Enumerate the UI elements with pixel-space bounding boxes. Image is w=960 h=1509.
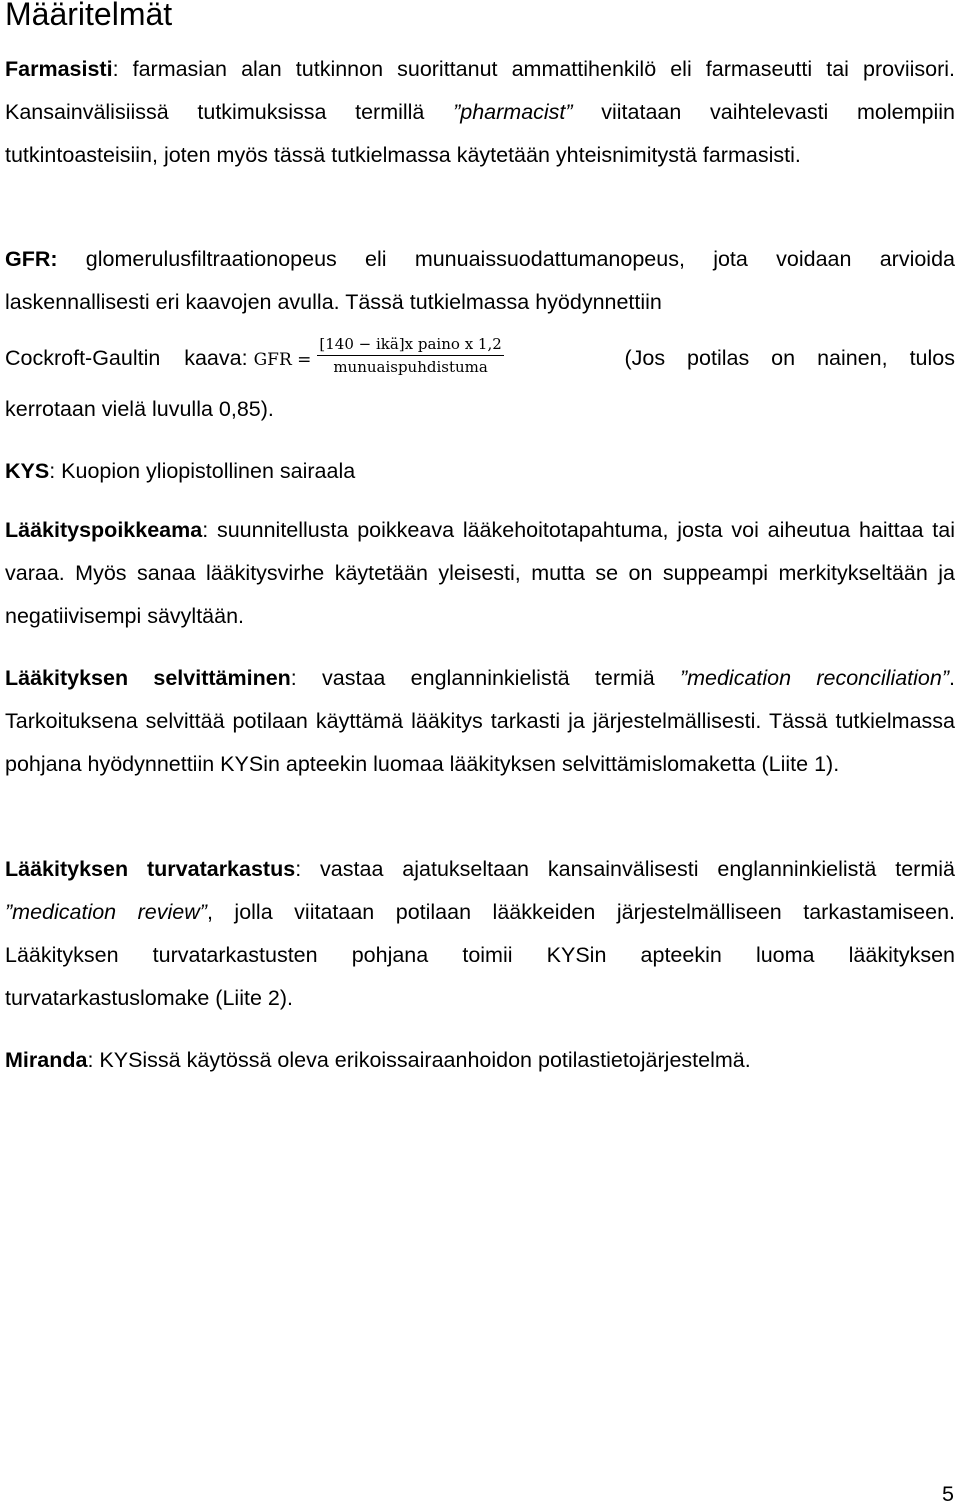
- term-kys: KYS: [5, 459, 50, 483]
- formula-left: [5, 330, 510, 388]
- close-quote: ”: [565, 100, 573, 124]
- term-selvittaminen: Lääkityksen selvittäminen: [5, 666, 291, 690]
- definition-text: : vastaa ajatukseltaan kansainvälisesti englanninkielistä termiä: [295, 857, 955, 881]
- definition-text: : KYSissä käytössä oleva erikoissairaanhoidon potilastietojärjestelmä.: [87, 1048, 751, 1072]
- definition-text: kerrotaan vielä luvulla 0,85).: [5, 397, 274, 421]
- gfr-continuation: [5, 388, 955, 431]
- formula-intro: Cockroft-Gaultin kaava:: [5, 346, 248, 370]
- definition-text: : suunnitellusta poikkeava lääkehoitotapahtuma, josta voi aiheutua haittaa tai varaa. Myös sanaa lääkitysvirhe käytetään yleisesti, mutta se on suppeampi merkitykseltään ja negatiivisempi sävyltään.: [5, 518, 955, 628]
- term-english: medication review: [12, 900, 200, 924]
- term-gfr: GFR:: [5, 247, 58, 271]
- formula-lhs: GFR =: [253, 350, 312, 370]
- gfr-formula-line: [5, 330, 955, 386]
- definition-text: : farmasian alan tutkinnon suorittanut ammattihenkilö eli farmaseutti tai proviisori. Kansainvälisiissä tutkimuksissa termillä: [5, 57, 955, 124]
- formula-note: (Jos potilas on nainen, tulos: [624, 346, 955, 370]
- page-title: Määritelmät: [5, 0, 173, 32]
- close-quote: ”: [199, 900, 207, 924]
- term-english: pharmacist: [460, 100, 566, 124]
- open-quote: ”: [679, 666, 688, 690]
- close-quote: ”: [941, 666, 950, 690]
- formula-numerator: [140 − ikä]x paino x 1,2: [317, 333, 503, 356]
- definition-farmasisti: [5, 48, 955, 177]
- definition-turvatarkastus: [5, 848, 955, 1020]
- page-number: 5: [942, 1482, 954, 1506]
- definition-kys: [5, 450, 955, 493]
- formula-denominator: munuaispuhdistuma: [333, 357, 488, 376]
- term-farmasisti: Farmasisti: [5, 57, 113, 81]
- open-quote: ”: [453, 100, 461, 124]
- open-quote: ”: [5, 900, 13, 924]
- definition-text: : Kuopion yliopistollinen sairaala: [49, 459, 356, 483]
- term-turvatarkastus: Lääkityksen turvatarkastus: [5, 857, 296, 881]
- definition-text: glomerulusfiltraationopeus eli munuaissuodattumanopeus, jota voidaan arvioida laskennallisesti eri kaavojen avulla. Tässä tutkielmassa hyödynnettiin: [5, 247, 955, 314]
- definition-miranda: [5, 1039, 955, 1082]
- formula-fraction: [317, 333, 503, 378]
- definition-text: : vastaa englanninkielistä termiä: [290, 666, 680, 690]
- definition-laakityspoikkeama: [5, 509, 955, 638]
- term-miranda: Miranda: [5, 1048, 88, 1072]
- definition-text: viitataan vaihtelevasti molempiin tutkintoasteisiin, joten myös tässä tutkielmassa käytetään yhteisnimitystä farmasisti.: [5, 100, 955, 167]
- term-laakityspoikkeama: Lääkityspoikkeama: [5, 518, 203, 542]
- term-english: medication reconciliation: [687, 666, 942, 690]
- definition-selvittaminen: [5, 657, 955, 786]
- definition-text: . Tarkoituksena selvittää potilaan käyttämä lääkitys tarkasti ja järjestelmällisesti. Tässä tutkielmassa pohjana hyödynnettiin KYSin apteekin luomaa lääkityksen selvittämislomaketta (Liite 1).: [5, 666, 955, 776]
- definition-text: , jolla viitataan potilaan lääkkeiden järjestelmälliseen tarkastamiseen. Lääkityksen turvatarkastusten pohjana toimii KYSin apteekin luoma lääkityksen turvatarkastuslomake (Liite 2).: [5, 900, 955, 1010]
- definition-gfr: [5, 238, 955, 324]
